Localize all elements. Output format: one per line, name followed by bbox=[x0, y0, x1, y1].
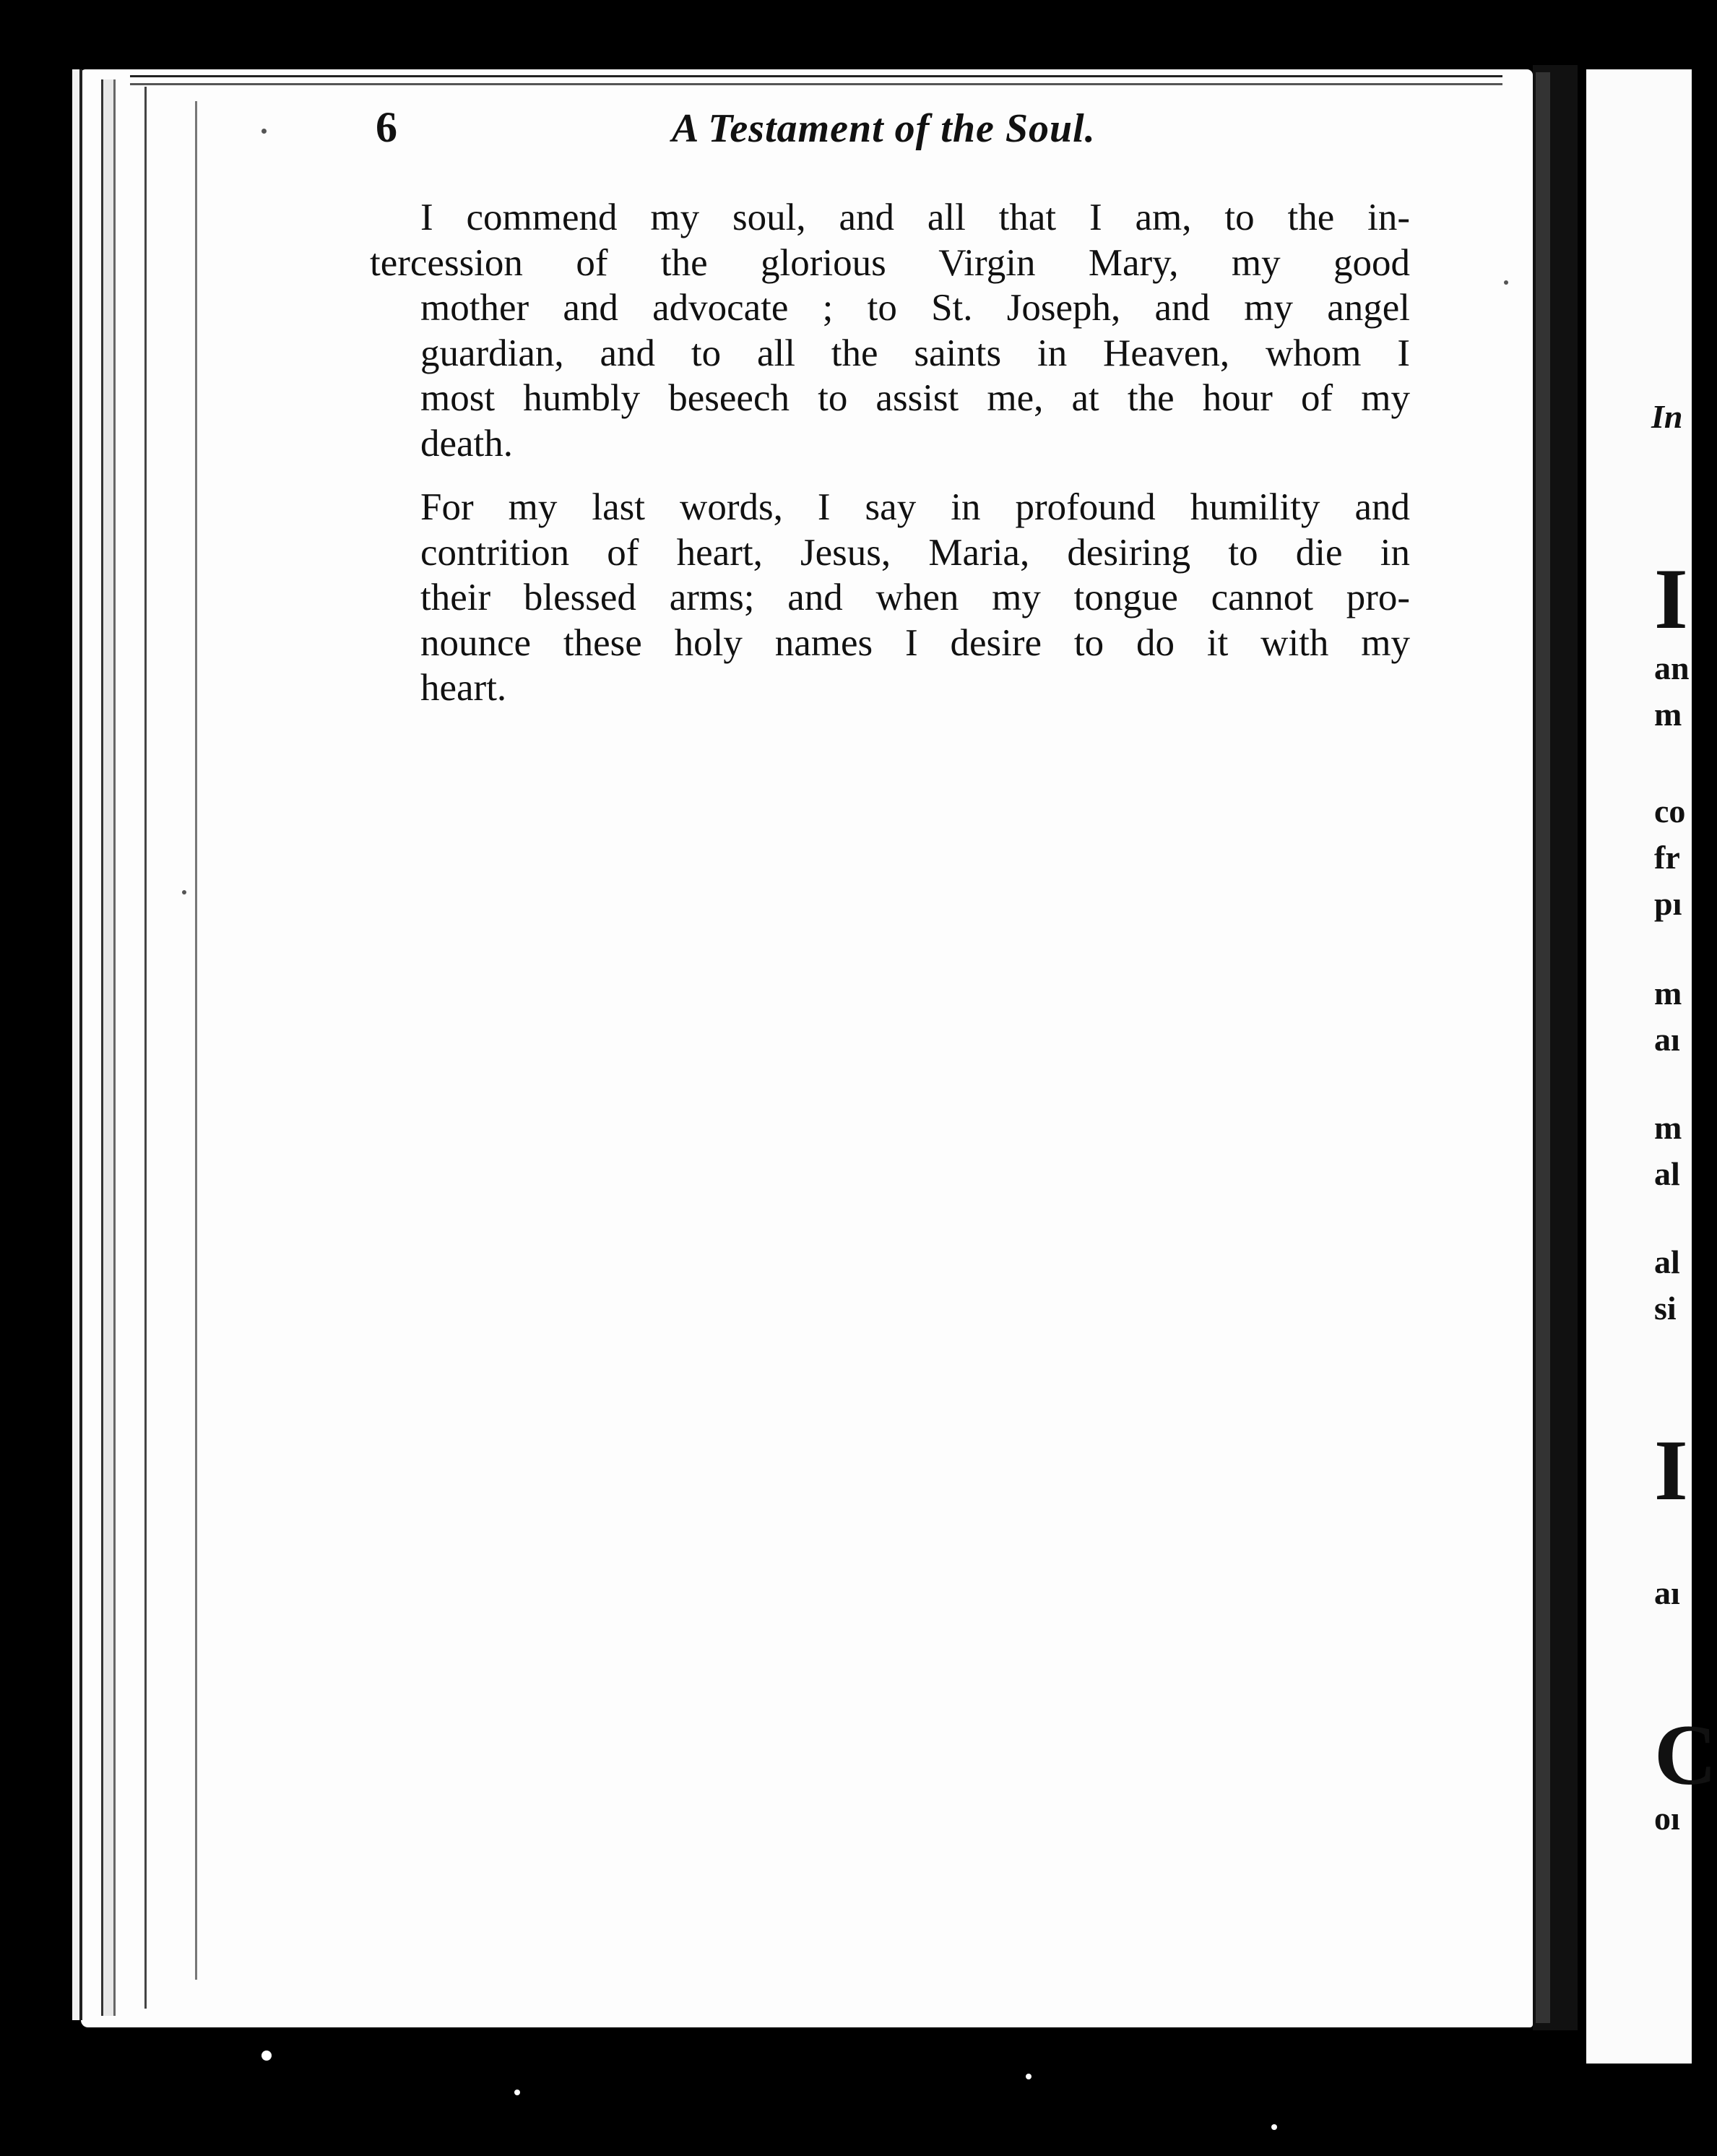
facing-page-fragment: I bbox=[1654, 551, 1688, 647]
text-line: guardian, and to all the saints in Heaven, whom I bbox=[420, 332, 1410, 374]
facing-page-fragment: m bbox=[1654, 1109, 1682, 1146]
text-line: I commend my soul, and all that I am, to the in- bbox=[420, 197, 1410, 238]
facing-page-fragment: al bbox=[1654, 1155, 1680, 1192]
text-line: contrition of heart, Jesus, Maria, desiring to die in bbox=[420, 531, 1410, 574]
text-line: their blessed arms; and when my tongue cannot pro- bbox=[420, 577, 1410, 618]
facing-page-fragment: aı bbox=[1654, 1574, 1680, 1611]
facing-page-fragment: si bbox=[1654, 1290, 1677, 1327]
facing-page-fragment: In bbox=[1651, 398, 1683, 435]
page-number: 6 bbox=[376, 103, 397, 151]
text-line: death. bbox=[420, 422, 514, 465]
text-line: most humbly beseech to assist me, at the hour of my bbox=[420, 377, 1410, 419]
page-edge bbox=[144, 87, 154, 2009]
facing-page-fragment: co bbox=[1654, 793, 1686, 829]
facing-page-fragment: pı bbox=[1654, 885, 1682, 922]
facing-page-fragment: I bbox=[1654, 1422, 1688, 1518]
facing-page-fragment: fr bbox=[1654, 839, 1680, 876]
scan-dust bbox=[514, 2090, 520, 2095]
page-edge bbox=[72, 69, 82, 2020]
gutter-shadow bbox=[1536, 72, 1550, 2023]
page-edge bbox=[195, 101, 202, 1980]
scan-speck bbox=[182, 890, 186, 894]
facing-page-fragment: C bbox=[1654, 1707, 1717, 1803]
scan-dust bbox=[1271, 2124, 1277, 2130]
text-line: For my last words, I say in profound humility and bbox=[420, 486, 1410, 528]
scan-dust bbox=[261, 2051, 272, 2061]
facing-page-fragment: al bbox=[1654, 1243, 1680, 1280]
scan-speck bbox=[1504, 280, 1508, 285]
facing-page-fragment: aı bbox=[1654, 1021, 1680, 1058]
text-line: heart. bbox=[420, 667, 507, 709]
facing-page-fragment: m bbox=[1654, 696, 1682, 733]
facing-page-fragment: m bbox=[1654, 975, 1682, 1012]
page-edge bbox=[101, 79, 116, 2016]
text-line: nounce these holy names I desire to do it with my bbox=[420, 621, 1410, 664]
text-line: tercession of the glorious Virgin Mary, my good bbox=[370, 241, 1410, 284]
running-title: A Testament of the Soul. bbox=[672, 106, 1096, 151]
paragraph-2 bbox=[370, 485, 1410, 711]
facing-page-fragment: oı bbox=[1654, 1800, 1680, 1837]
scan-speck bbox=[261, 129, 267, 134]
paragraph-1 bbox=[370, 195, 1410, 466]
body-text bbox=[370, 195, 1410, 711]
text-line: mother and advocate ; to St. Joseph, and my angel bbox=[420, 287, 1410, 329]
facing-page-fragment: an bbox=[1654, 650, 1690, 686]
scan-dust bbox=[1026, 2074, 1032, 2079]
top-page-edge bbox=[130, 75, 1502, 85]
